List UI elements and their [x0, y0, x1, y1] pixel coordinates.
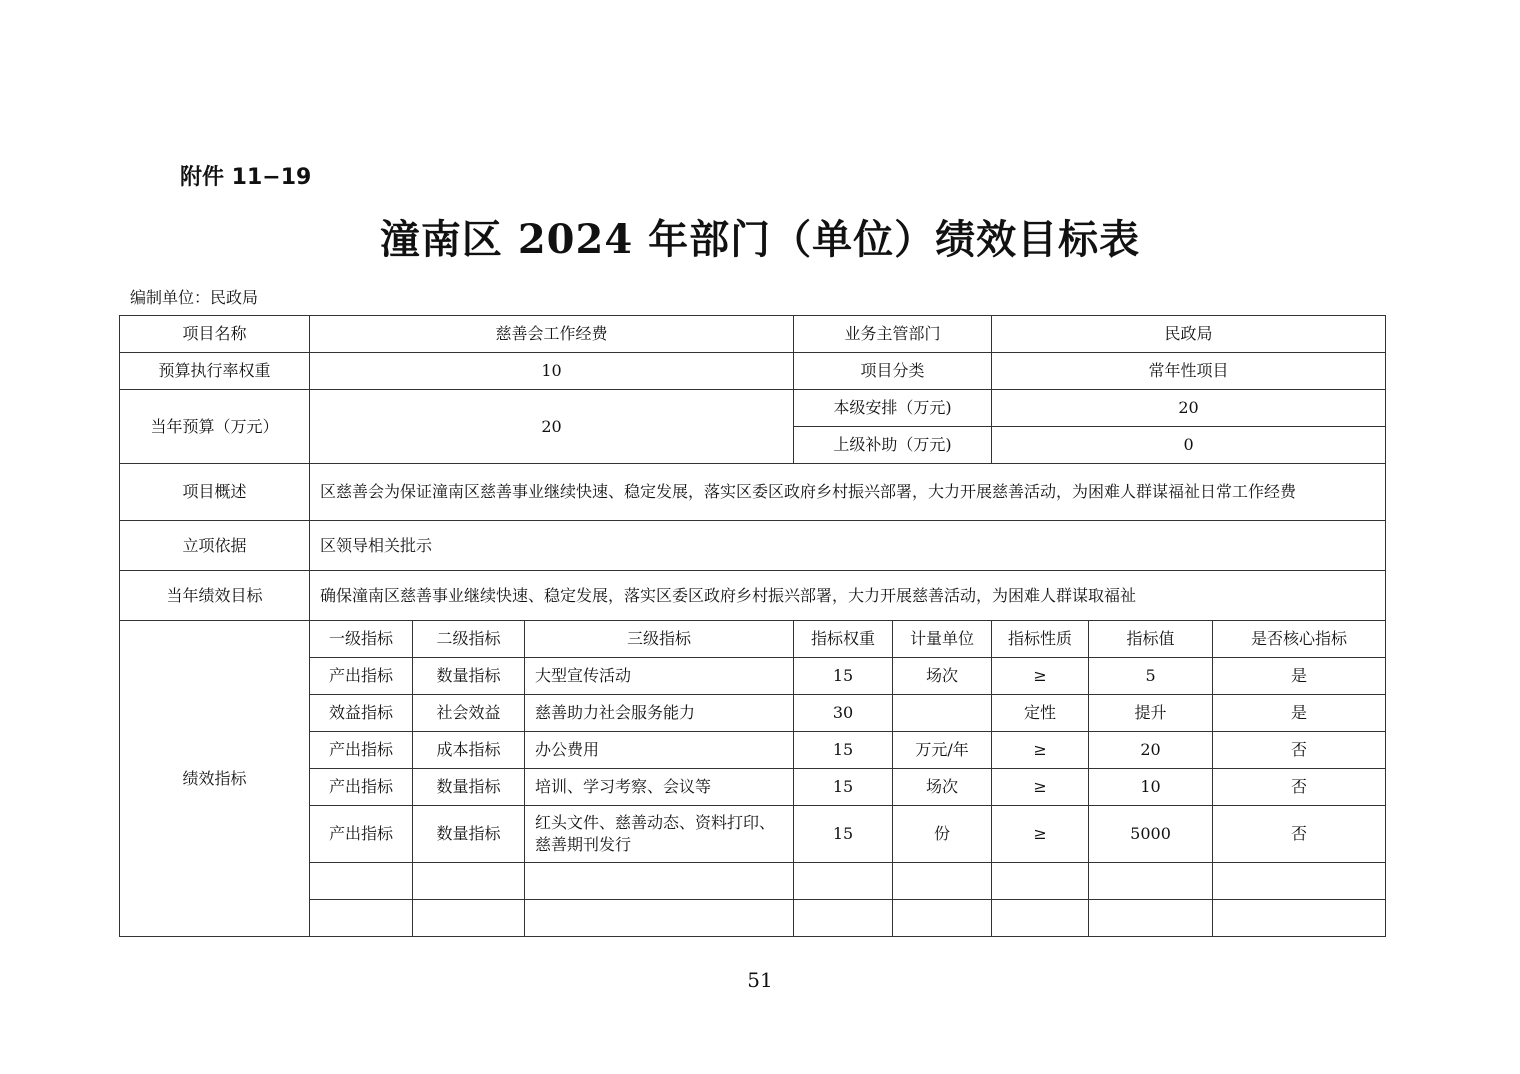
row-project-name: [120, 316, 1386, 353]
indicator-unit: 场次: [893, 658, 992, 695]
indicator-level3: [525, 900, 794, 937]
indicator-core: [1213, 863, 1386, 900]
indicator-row: [120, 732, 1386, 769]
indicator-nature: ≥: [992, 769, 1089, 806]
indicator-nature: ≥: [992, 806, 1089, 863]
page-title: 潼南区 2024 年部门（单位）绩效目标表: [379, 216, 1141, 263]
goal: 确保潼南区慈善事业继续快速、稳定发展，落实区委区政府乡村振兴部署，大力开展慈善活动，为困难人群谋取福祉: [310, 571, 1386, 621]
indicator-unit: [893, 695, 992, 732]
indicator-level1: 效益指标: [310, 695, 413, 732]
header-unit: 计量单位: [893, 621, 992, 658]
budget-weight-label: 预算执行率权重: [120, 353, 310, 390]
header-level2: 二级指标: [413, 621, 525, 658]
indicator-weight: 15: [794, 806, 893, 863]
indicator-nature: ≥: [992, 658, 1089, 695]
indicator-level2: 数量指标: [413, 806, 525, 863]
indicator-nature: ≥: [992, 732, 1089, 769]
indicator-level3: 慈善助力社会服务能力: [525, 695, 794, 732]
indicator-nature: [992, 900, 1089, 937]
page-number: 51: [747, 968, 773, 992]
annual-budget: 20: [310, 390, 794, 464]
indicator-unit: 万元/年: [893, 732, 992, 769]
header-nature: 指标性质: [992, 621, 1089, 658]
annual-budget-label: 当年预算（万元）: [120, 390, 310, 464]
indicator-level1: [310, 900, 413, 937]
indicator-level1: 产出指标: [310, 806, 413, 863]
indicator-level1: 产出指标: [310, 732, 413, 769]
header-value: 指标值: [1089, 621, 1213, 658]
indicator-value: 5: [1089, 658, 1213, 695]
indicator-weight: [794, 900, 893, 937]
indicator-row: [120, 695, 1386, 732]
header-level1: 一级指标: [310, 621, 413, 658]
indicator-core: 是: [1213, 695, 1386, 732]
indicator-level2: [413, 863, 525, 900]
local-label: 本级安排（万元): [794, 390, 992, 427]
indicator-level1: [310, 863, 413, 900]
indicator-level3: 大型宣传活动: [525, 658, 794, 695]
indicator-core: 否: [1213, 806, 1386, 863]
indicator-weight: 15: [794, 769, 893, 806]
attachment-label: 附件 11−19: [180, 165, 312, 190]
indicator-level2: [413, 900, 525, 937]
indicator-level2: 成本指标: [413, 732, 525, 769]
row-annual-budget: [120, 390, 1386, 427]
indicator-row-empty: [120, 863, 1386, 900]
indicator-core: 否: [1213, 769, 1386, 806]
indicator-value: 提升: [1089, 695, 1213, 732]
header-level3: 三级指标: [525, 621, 794, 658]
indicator-level3: 红头文件、慈善动态、资料打印、慈善期刊发行: [525, 806, 794, 863]
header-weight: 指标权重: [794, 621, 893, 658]
supervisor-label: 业务主管部门: [794, 316, 992, 353]
category: 常年性项目: [992, 353, 1386, 390]
indicator-level1: 产出指标: [310, 769, 413, 806]
indicator-nature: 定性: [992, 695, 1089, 732]
indicator-core: 是: [1213, 658, 1386, 695]
indicator-weight: 15: [794, 658, 893, 695]
indicator-row-empty: [120, 900, 1386, 937]
project-name-label: 项目名称: [120, 316, 310, 353]
indicator-value: 20: [1089, 732, 1213, 769]
project-name: 慈善会工作经费: [310, 316, 794, 353]
goal-label: 当年绩效目标: [120, 571, 310, 621]
header-core: 是否核心指标: [1213, 621, 1386, 658]
supervisor: 民政局: [992, 316, 1386, 353]
indicator-level2: 数量指标: [413, 658, 525, 695]
indicator-value: [1089, 863, 1213, 900]
row-basis: [120, 521, 1386, 571]
indicator-unit: 场次: [893, 769, 992, 806]
overview: 区慈善会为保证潼南区慈善事业继续快速、稳定发展，落实区委区政府乡村振兴部署，大力开展慈善活动，为困难人群谋福祉日常工作经费: [310, 464, 1386, 521]
budget-weight: 10: [310, 353, 794, 390]
indicator-unit: [893, 900, 992, 937]
indicators-label: 绩效指标: [120, 621, 310, 937]
row-budget-weight: [120, 353, 1386, 390]
indicator-row: [120, 769, 1386, 806]
basis-label: 立项依据: [120, 521, 310, 571]
indicator-level2: 数量指标: [413, 769, 525, 806]
category-label: 项目分类: [794, 353, 992, 390]
indicator-level3: 办公费用: [525, 732, 794, 769]
indicator-level3: 培训、学习考察、会议等: [525, 769, 794, 806]
indicator-value: 5000: [1089, 806, 1213, 863]
indicator-weight: 30: [794, 695, 893, 732]
indicator-core: [1213, 900, 1386, 937]
indicator-header-row: [120, 621, 1386, 658]
compiling-unit: 编制单位：民政局: [130, 288, 259, 307]
indicator-nature: [992, 863, 1089, 900]
indicator-row: [120, 658, 1386, 695]
indicator-row: [120, 806, 1386, 863]
indicator-weight: [794, 863, 893, 900]
row-overview: [120, 464, 1386, 521]
indicator-level2: 社会效益: [413, 695, 525, 732]
indicator-weight: 15: [794, 732, 893, 769]
row-goal: [120, 571, 1386, 621]
basis: 区领导相关批示: [310, 521, 1386, 571]
performance-target-table: [119, 315, 1386, 937]
local-value: 20: [992, 390, 1386, 427]
overview-label: 项目概述: [120, 464, 310, 521]
indicator-value: [1089, 900, 1213, 937]
indicator-unit: [893, 863, 992, 900]
superior-value: 0: [992, 427, 1386, 464]
indicator-level3: [525, 863, 794, 900]
indicator-unit: 份: [893, 806, 992, 863]
indicator-level1: 产出指标: [310, 658, 413, 695]
indicator-core: 否: [1213, 732, 1386, 769]
indicator-value: 10: [1089, 769, 1213, 806]
superior-label: 上级补助（万元): [794, 427, 992, 464]
